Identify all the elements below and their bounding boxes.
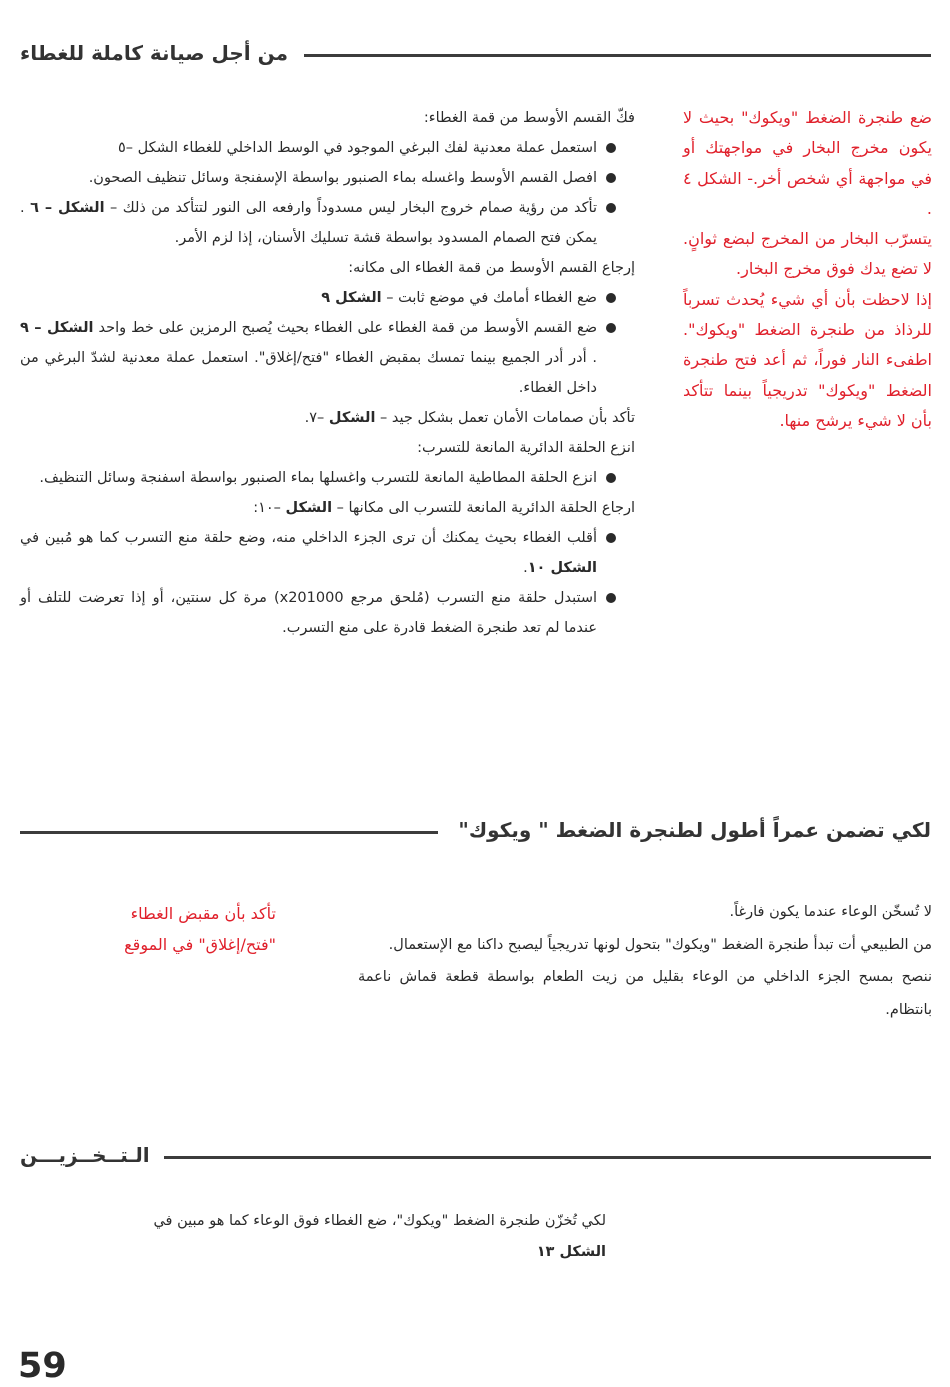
note-line: تأكد بأن مقبض الغطاء xyxy=(130,904,276,923)
step-text: فكّ القسم الأوسط من قمة الغطاء: xyxy=(423,110,635,126)
step-intro xyxy=(20,253,635,283)
figure-ref: الشكل ٩ xyxy=(321,290,382,306)
heading-rule xyxy=(164,1156,931,1159)
longevity-heading: لكي تضمن عمراً أطول لطنجرة الضغط " ويكوك" xyxy=(458,818,931,842)
step-text: ضع الغطاء أمامك في موضع ثابت – xyxy=(381,290,597,306)
step-intro xyxy=(20,103,635,133)
step-intro xyxy=(20,433,635,463)
steam-warning xyxy=(683,103,932,436)
step-text: . أدر أدر الجميع بينما تمسك بمقبض الغطاء "فتح/إغلاق". استعمل عملة معدنية لشدّ البرغي من داخل الغطاء. xyxy=(20,350,597,396)
figure-ref: الشكل ١٣ xyxy=(536,1244,606,1260)
longevity-paragraph: من الطبيعي أت تبدأ طنجرة الضغط "ويكوك" بتحول لونها تدريجياً ليصبح داكنا مع الإستعمال. xyxy=(388,936,932,953)
step-text: –١٠: xyxy=(253,500,286,516)
figure-ref: الشكل – ٦ xyxy=(30,200,105,216)
warning-paragraph: ضع طنجرة الضغط "ويكوك" بحيث لا يكون مخرج البخار في مواجهتك أو في مواجهة أي شخص أخر.- الشكل ٤ . xyxy=(683,108,932,218)
bullet-icon xyxy=(606,293,616,303)
step-text: ارجاع الحلقة الدائرية المانعة للتسرب الى مكانها – xyxy=(332,500,635,516)
bullet-icon xyxy=(606,593,616,603)
step-text: تأكد بأن صمامات الأمان تعمل بشكل جيد – xyxy=(375,410,635,426)
bullet-icon xyxy=(606,203,616,213)
step-bullet xyxy=(20,523,635,583)
bullet-icon xyxy=(606,533,616,543)
step-text: ضع القسم الأوسط من قمة الغطاء على الغطاء بحيث يُصبح الرمزين على خط واحد xyxy=(93,320,598,336)
step-text: تأكد من رؤية صمام خروج البخار ليس مسدوداً وارفعه الى النور لتتأكد من ذلك – xyxy=(104,200,598,216)
heading-rule xyxy=(304,54,931,57)
longevity-heading-row xyxy=(20,814,931,846)
step-text: أقلب الغطاء بحيث يمكنك أن ترى الجزء الداخلي منه، وضع حلقة منع التسرب كما هو مُبين في xyxy=(20,530,597,546)
step-bullet xyxy=(20,133,635,163)
step-bullet xyxy=(20,583,635,643)
storage-heading-row xyxy=(20,1139,931,1171)
step-intro xyxy=(20,493,635,523)
heading-rule xyxy=(20,831,438,834)
step-bullet xyxy=(20,193,635,253)
maintenance-heading-row xyxy=(20,37,931,69)
figure-ref: الشكل – ٩ xyxy=(20,320,94,336)
step-text: افصل القسم الأوسط واغسله بماء الصنبور بواسطة الإسفنجة وسائل تنظيف الصحون. xyxy=(88,170,597,186)
longevity-paragraph: ننصح بمسح الجزء الداخلي من الوعاء بقليل من زيت الطعام بواسطة قطعة قماش ناعمة بانتظام. xyxy=(358,969,932,1018)
step-text: استعمل عملة معدنية لفك البرغي الموجود في الوسط الداخلي للغطاء الشكل –٥ xyxy=(117,140,597,156)
bullet-icon xyxy=(606,143,616,153)
figure-ref: الشكل xyxy=(328,410,376,426)
step-text: . xyxy=(523,560,528,576)
figure-ref: الشكل xyxy=(285,500,333,516)
step-intro xyxy=(20,403,635,433)
page-number: 59 xyxy=(18,1346,67,1386)
maintenance-heading: من أجل صيانة كاملة للغطاء xyxy=(20,41,288,65)
handle-position-note xyxy=(40,898,276,960)
warning-paragraph: إذا لاحظت بأن أي شيء يُحدث تسرباً للرذاذ من طنجرة الضغط "ويكوك". اطفىء النار فوراً، ثم أعد فتح طنجرة الضغط "ويكوك" تدريجياً بينما تتأكد بأن لا شيء يرشح منها. xyxy=(683,289,932,430)
step-bullet xyxy=(20,163,635,193)
step-text: انزع الحلقة الدائرية المانعة للتسرب: xyxy=(417,440,635,456)
warning-paragraph: يتسرّب البخار من المخرج لبضع ثوانٍ. لا تضع يدك فوق مخرج البخار. xyxy=(683,229,932,279)
note-line: "فتح/إغلاق" في الموقع xyxy=(124,935,276,954)
bullet-icon xyxy=(606,323,616,333)
bullet-icon xyxy=(606,173,616,183)
storage-heading: الـتــخــزيـــن xyxy=(20,1143,150,1167)
step-text: –٧. xyxy=(304,410,329,426)
longevity-text xyxy=(358,896,932,1026)
figure-ref: الشكل ١٠ xyxy=(527,560,597,576)
step-bullet xyxy=(20,313,635,403)
step-text: انزع الحلقة المطاطية المانعة للتسرب واغسلها بماء الصنبور بواسطة اسفنجة وسائل التنظيف. xyxy=(39,470,597,486)
step-bullet xyxy=(20,463,635,493)
longevity-paragraph: لا تُسخّن الوعاء عندما يكون فارغاً. xyxy=(729,904,932,920)
maintenance-steps xyxy=(20,103,635,643)
step-text: استبدل حلقة منع التسرب (مُلحق مرجع x201000) مرة كل سنتين، أو إذا تعرضت للتلف أو عندما لم تعد طنجرة الضغط قادرة على منع التسرب. xyxy=(20,590,597,636)
step-text: . يمكن فتح الصمام المسدود بواسطة قشة تسليك الأسنان، إذا لزم الأمر. xyxy=(20,200,597,246)
storage-sentence: لكي تُخزّن طنجرة الضغط "ويكوك"، ضع الغطاء فوق الوعاء كما هو مبين في xyxy=(153,1213,606,1229)
bullet-icon xyxy=(606,473,616,483)
step-text: إرجاع القسم الأوسط من قمة الغطاء الى مكانه: xyxy=(348,260,635,276)
step-bullet xyxy=(20,283,635,313)
storage-text xyxy=(40,1206,606,1268)
